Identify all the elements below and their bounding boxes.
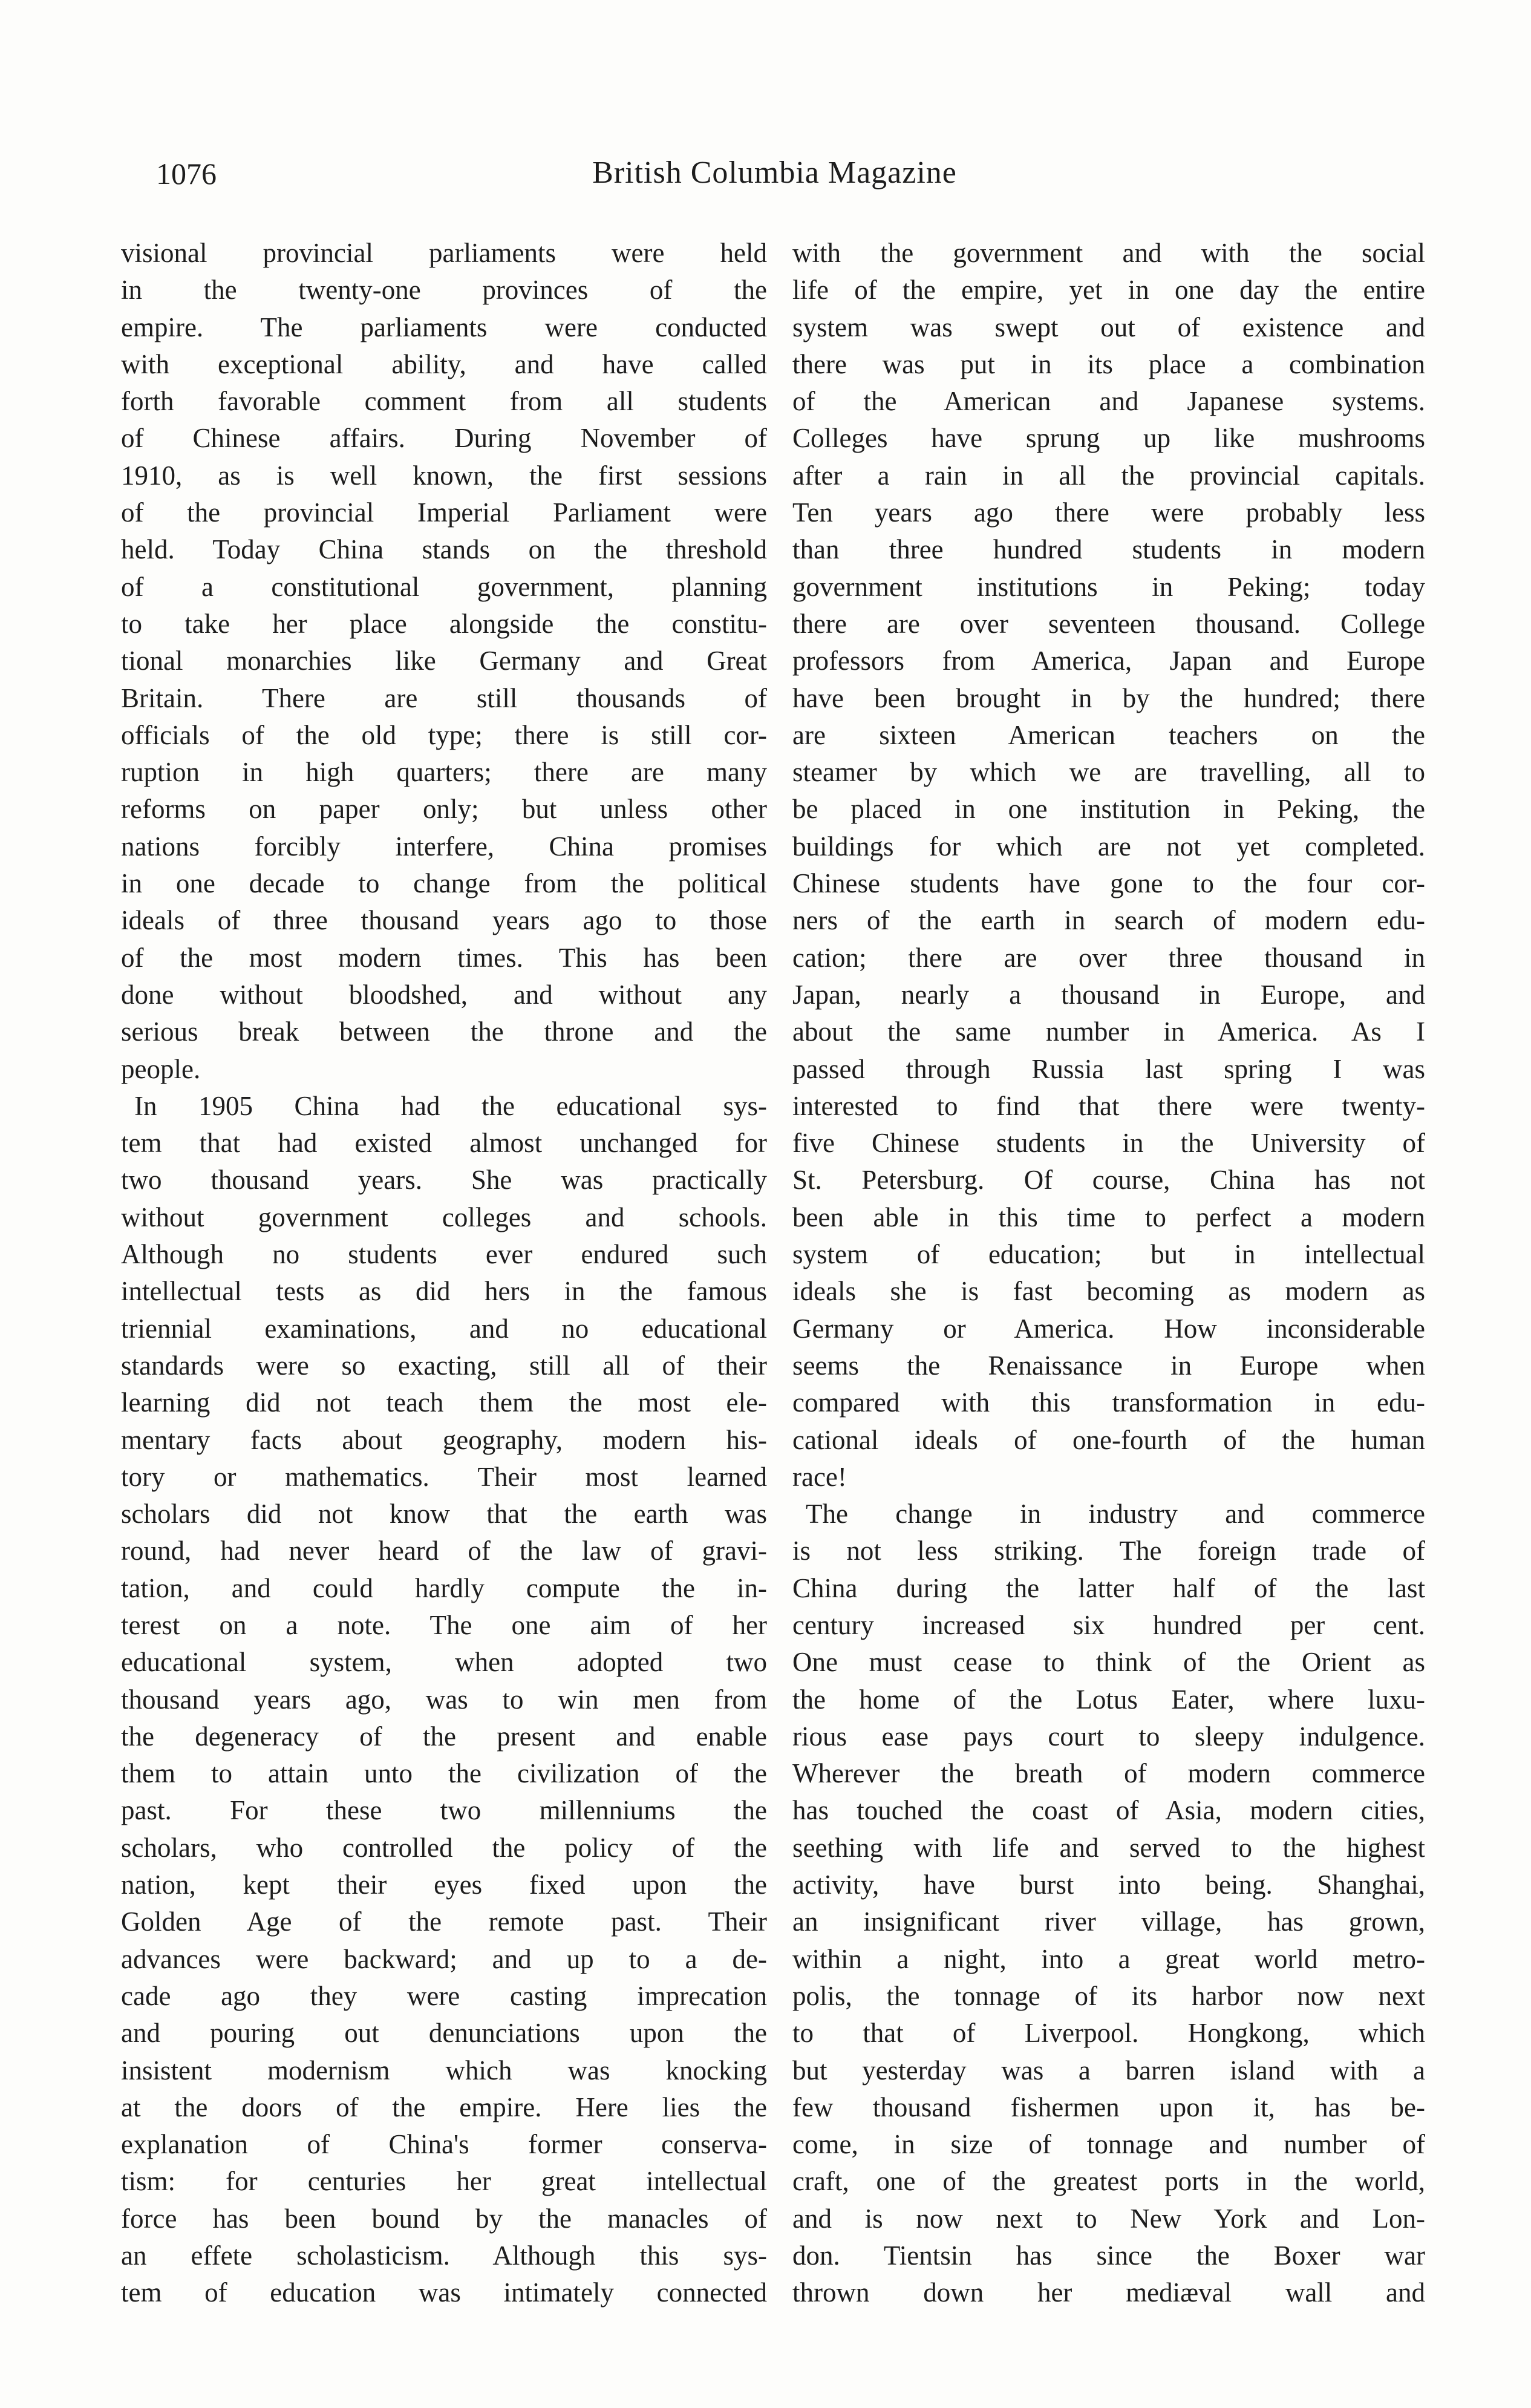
text-line: forth favorable comment from all students bbox=[121, 386, 767, 417]
text-line: people. bbox=[121, 1053, 201, 1084]
text-line: tem of education was intimately connected bbox=[121, 2277, 767, 2308]
text-line: cade ago they were casting imprecation bbox=[121, 1980, 767, 2011]
text-line: polis, the tonnage of its harbor now next bbox=[792, 1980, 1425, 2011]
text-line: 1910, as is well known, the first sessions bbox=[121, 460, 767, 491]
text-line: of the most modern times. This has been bbox=[121, 942, 767, 973]
text-line: Golden Age of the remote past. Their bbox=[121, 1906, 767, 1937]
text-line: Wherever the breath of modern commerce bbox=[792, 1758, 1425, 1789]
text-line: been able in this time to perfect a modern bbox=[792, 1202, 1425, 1232]
text-line: nations forcibly interfere, China promises bbox=[121, 831, 767, 862]
text-line: of Chinese affairs. During November of bbox=[121, 423, 767, 454]
text-line: done without bloodshed, and without any bbox=[121, 979, 767, 1010]
text-line: tory or mathematics. Their most learned bbox=[121, 1461, 767, 1492]
text-line: system was swept out of existence and bbox=[792, 312, 1425, 342]
text-line: in one decade to change from the political bbox=[121, 868, 767, 899]
text-line: but yesterday was a barren island with a bbox=[792, 2055, 1425, 2086]
text-line: ideals she is fast becoming as modern as bbox=[792, 1276, 1425, 1307]
text-line: Although no students ever endured such bbox=[121, 1239, 767, 1270]
text-line: of a constitutional government, planning bbox=[121, 571, 767, 602]
text-line: cational ideals of one-fourth of the human bbox=[792, 1424, 1425, 1455]
text-line: explanation of China's former conserva- bbox=[121, 2129, 767, 2160]
text-line: Ten years ago there were probably less bbox=[792, 497, 1425, 528]
text-line: steamer by which we are travelling, all to bbox=[792, 757, 1425, 788]
text-line: round, had never heard of the law of gravi- bbox=[121, 1536, 767, 1566]
text-line: Chinese students have gone to the four cor- bbox=[792, 868, 1425, 899]
left-column bbox=[121, 235, 767, 2312]
text-line: system of education; but in intellectual bbox=[792, 1239, 1425, 1270]
text-line: two thousand years. She was practically bbox=[121, 1165, 767, 1196]
text-line: has touched the coast of Asia, modern cities, bbox=[792, 1795, 1425, 1826]
text-line: tem that had existed almost unchanged for bbox=[121, 1128, 767, 1159]
text-line: mentary facts about geography, modern his- bbox=[121, 1424, 767, 1455]
text-line: life of the empire, yet in one day the entire bbox=[792, 275, 1425, 306]
text-line: China during the latter half of the last bbox=[792, 1572, 1425, 1603]
text-line: In 1905 China had the educational sys- bbox=[134, 1090, 767, 1121]
text-line: reforms on paper only; but unless other bbox=[121, 794, 767, 825]
text-line: Japan, nearly a thousand in Europe, and bbox=[792, 979, 1425, 1010]
text-line: seething with life and served to the highest bbox=[792, 1832, 1425, 1863]
text-line: after a rain in all the provincial capitals. bbox=[792, 460, 1425, 491]
text-line: five Chinese students in the University of bbox=[792, 1128, 1425, 1159]
text-line: race! bbox=[792, 1461, 847, 1492]
text-line: and pouring out denunciations upon the bbox=[121, 2018, 767, 2049]
text-line: ideals of three thousand years ago to those bbox=[121, 905, 767, 936]
text-line: tional monarchies like Germany and Great bbox=[121, 646, 767, 676]
text-line: government institutions in Peking; today bbox=[792, 571, 1425, 602]
text-line: there was put in its place a combination bbox=[792, 348, 1425, 379]
text-line: craft, one of the greatest ports in the world, bbox=[792, 2166, 1425, 2197]
text-line: educational system, when adopted two bbox=[121, 1647, 767, 1678]
text-line: terest on a note. The one aim of her bbox=[121, 1609, 767, 1640]
text-line: about the same number in America. As I bbox=[792, 1016, 1425, 1047]
text-line: of the provincial Imperial Parliament were bbox=[121, 497, 767, 528]
text-line: nation, kept their eyes fixed upon the bbox=[121, 1870, 767, 1900]
text-line: advances were backward; and up to a de- bbox=[121, 1943, 767, 1974]
text-line: the home of the Lotus Eater, where luxu- bbox=[792, 1684, 1425, 1715]
text-line: an insignificant river village, has grown, bbox=[792, 1906, 1425, 1937]
text-line: compared with this transformation in edu- bbox=[792, 1387, 1425, 1418]
text-line: tation, and could hardly compute the in- bbox=[121, 1572, 767, 1603]
text-line: officials of the old type; there is still cor- bbox=[121, 719, 767, 750]
text-line: rious ease pays court to sleepy indulgence. bbox=[792, 1721, 1425, 1752]
text-line: there are over seventeen thousand. College bbox=[792, 608, 1425, 639]
text-line: in the twenty-one provinces of the bbox=[121, 275, 767, 306]
text-line: professors from America, Japan and Europe bbox=[792, 646, 1425, 676]
page-number: 1076 bbox=[156, 157, 217, 191]
text-line: are sixteen American teachers on the bbox=[792, 719, 1425, 750]
text-line: seems the Renaissance in Europe when bbox=[792, 1350, 1425, 1381]
text-line: empire. The parliaments were conducted bbox=[121, 312, 767, 342]
text-line: of the American and Japanese systems. bbox=[792, 386, 1425, 417]
text-line: insistent modernism which was knocking bbox=[121, 2055, 767, 2086]
running-title: British Columbia Magazine bbox=[592, 155, 957, 190]
text-line: visional provincial parliaments were held bbox=[121, 238, 767, 268]
text-line: tism: for centuries her great intellectual bbox=[121, 2166, 767, 2197]
text-line: scholars did not know that the earth was bbox=[121, 1499, 767, 1530]
text-line: to take her place alongside the constitu- bbox=[121, 608, 767, 639]
text-line: don. Tientsin has since the Boxer war bbox=[792, 2240, 1425, 2271]
text-line: ners of the earth in search of modern edu- bbox=[792, 905, 1425, 936]
text-line: The change in industry and commerce bbox=[806, 1499, 1425, 1530]
text-line: them to attain unto the civilization of the bbox=[121, 1758, 767, 1789]
text-line: without government colleges and schools. bbox=[121, 1202, 767, 1232]
text-line: and is now next to New York and Lon- bbox=[792, 2203, 1425, 2234]
text-line: interested to find that there were twenty- bbox=[792, 1090, 1425, 1121]
text-line: within a night, into a great world metro- bbox=[792, 1943, 1425, 1974]
text-line: an effete scholasticism. Although this sys- bbox=[121, 2240, 767, 2271]
text-line: standards were so exacting, still all of their bbox=[121, 1350, 767, 1381]
text-line: intellectual tests as did hers in the famous bbox=[121, 1276, 767, 1307]
text-line: Britain. There are still thousands of bbox=[121, 682, 767, 713]
text-line: triennial examinations, and no educational bbox=[121, 1313, 767, 1344]
text-line: scholars, who controlled the policy of the bbox=[121, 1832, 767, 1863]
text-line: learning did not teach them the most ele- bbox=[121, 1387, 767, 1418]
text-line: at the doors of the empire. Here lies the bbox=[121, 2092, 767, 2122]
text-line: cation; there are over three thousand in bbox=[792, 942, 1425, 973]
text-line: held. Today China stands on the threshold bbox=[121, 534, 767, 565]
text-line: ruption in high quarters; there are many bbox=[121, 757, 767, 788]
text-line: to that of Liverpool. Hongkong, which bbox=[792, 2018, 1425, 2049]
text-line: come, in size of tonnage and number of bbox=[792, 2129, 1425, 2160]
text-line: be placed in one institution in Peking, the bbox=[792, 794, 1425, 825]
text-line: thousand years ago, was to win men from bbox=[121, 1684, 767, 1715]
text-line: Germany or America. How inconsiderable bbox=[792, 1313, 1425, 1344]
text-line: St. Petersburg. Of course, China has not bbox=[792, 1165, 1425, 1196]
text-line: serious break between the throne and the bbox=[121, 1016, 767, 1047]
text-line: One must cease to think of the Orient as bbox=[792, 1647, 1425, 1678]
text-line: the degeneracy of the present and enable bbox=[121, 1721, 767, 1752]
text-line: past. For these two millenniums the bbox=[121, 1795, 767, 1826]
text-line: than three hundred students in modern bbox=[792, 534, 1425, 565]
text-line: buildings for which are not yet completed. bbox=[792, 831, 1425, 862]
text-line: century increased six hundred per cent. bbox=[792, 1609, 1425, 1640]
text-line: is not less striking. The foreign trade of bbox=[792, 1536, 1425, 1566]
text-line: few thousand fishermen upon it, has be- bbox=[792, 2092, 1425, 2122]
text-line: with exceptional ability, and have called bbox=[121, 348, 767, 379]
text-line: passed through Russia last spring I was bbox=[792, 1053, 1425, 1084]
right-column bbox=[792, 235, 1425, 2312]
text-line: with the government and with the social bbox=[792, 238, 1425, 268]
text-line: thrown down her mediæval wall and bbox=[792, 2277, 1425, 2308]
text-line: Colleges have sprung up like mushrooms bbox=[792, 423, 1425, 454]
text-line: force has been bound by the manacles of bbox=[121, 2203, 767, 2234]
text-line: have been brought in by the hundred; there bbox=[792, 682, 1425, 713]
text-line: activity, have burst into being. Shanghai, bbox=[792, 1870, 1425, 1900]
